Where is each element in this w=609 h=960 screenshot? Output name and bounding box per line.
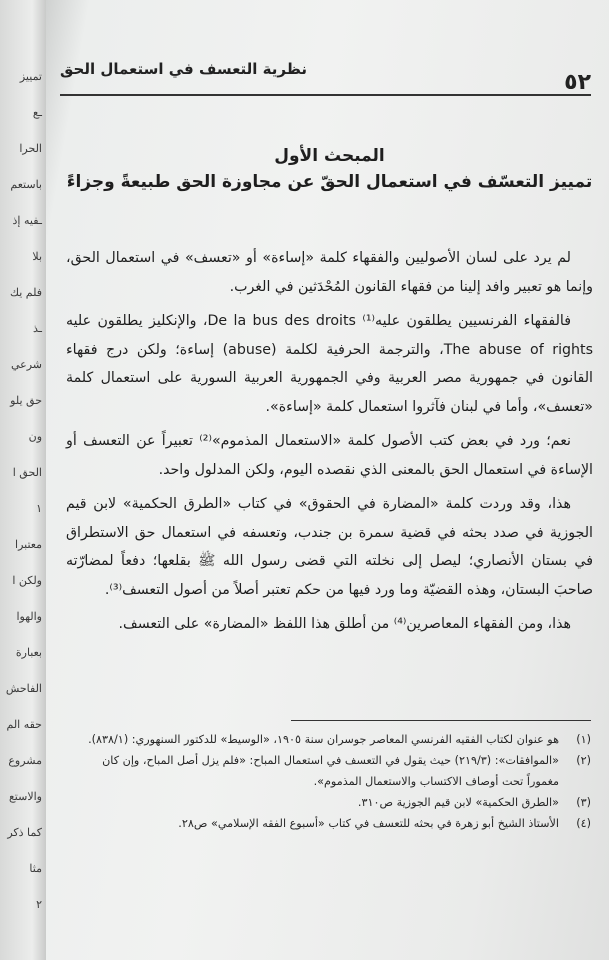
facing-page-fragment: بلا [32,250,42,263]
facing-page-fragment: ـذ [33,322,42,335]
footnote-text: الأستاذ الشيخ أبو زهرة في بحثه للتعسف في كتاب «أسبوع الفقه الإسلامي» ص٢٨. [178,817,559,830]
footnote-number: (٤) [576,817,591,830]
facing-page-edge [0,0,46,960]
paragraph-2: فالفقهاء الفرنسيين يطلقون عليه⁽¹⁾ De la bus des droits، والإنكليز يطلقون عليه The abuse of rights، والترجمة الحرفية لكلمة (abuse) إساءة؛ ولكن درج فقهاء القانون في جمهورية مصر العربية وفي الجمهورية العربية السورية على استعمال كلمة «تعسف»، وأما في لبنان فآثروا استعمال كلمة «إساءة». [66,313,593,415]
facing-page-fragment: ون [28,430,42,443]
facing-page-fragment: شرعي [10,358,42,371]
facing-page-fragment: حقه الم [6,718,42,731]
page-body [66,146,593,645]
facing-page-fragment: بعبارة [15,646,42,659]
footnote-number: (١) [576,733,591,746]
facing-page-fragment: الفاحش [5,682,42,695]
facing-page-fragment: تمييز [19,70,42,83]
facing-page-fragment: ١ [36,502,42,515]
facing-page-fragment: معتبرا [15,538,42,551]
paragraph-1: لم يرد على لسان الأصوليين والفقهاء كلمة «إساءة» أو «تعسف» في استعمال الحق، وإنما هو تعبير وافد إلينا من فقهاء القانون المُحْدَثين في الغرب. [66,250,593,295]
header-rule [60,94,591,96]
facing-page-fragment: مشروع [8,754,42,767]
running-title: نظرية التعسف في استعمال الحق [60,60,307,78]
footnote [68,729,591,750]
footnote [68,750,591,792]
facing-page-fragment: ٢ [36,898,42,911]
footnote [68,792,591,813]
facing-page-fragment: حق يلو [10,394,42,407]
facing-page-fragment: الحق ا [12,466,42,479]
facing-page-fragment: مثا [29,862,42,875]
facing-page-fragment: والهوا [16,610,42,623]
facing-page-fragment: كما ذكر [7,826,42,839]
paragraph-3: نعم؛ ورد في بعض كتب الأصول كلمة «الاستعمال المذموم»⁽²⁾ تعبيراً عن التعسف أو الإساءة في استعمال الحق بالمعنى الذي نقصده اليوم، ولكن المدلول واحد. [66,433,593,478]
facing-page-fragment: ـع [32,106,42,119]
footnote-text: هو عنوان لكتاب الفقيه الفرنسي المعاصر جوسران سنة ١٩٠٥، «الوسيط» للدكتور السنهوري: (٨٣٨/١). [88,733,559,746]
footnote-text: «الموافقات»: (٢١٩/٣) حيث يقول في التعسف في استعمال المباح: «فلم يزل أصل المباح، وإن كان مغموراً تحت أوصاف الاكتساب والاستعمال المذموم». [102,754,559,788]
facing-page-fragment: ـفيه إذ [12,214,42,227]
facing-page-fragment: الحرا [19,142,42,155]
footnote-text: «الطرق الحكمية» لابن قيم الجوزية ص٣١٠. [357,796,559,809]
book-page [46,0,609,960]
facing-page-fragment: والاستع [8,790,42,803]
chapter-title: تمييز التعسّف في استعمال الحقّ عن مجاوزة الحق طبيعةً وجزاءً [66,172,593,192]
footnote [68,813,591,834]
footnote-number: (٣) [576,796,591,809]
footnote-number: (٢) [576,754,591,767]
section-title: المبحث الأول [274,146,385,166]
paragraph-5: هذا، ومن الفقهاء المعاصرين⁽⁴⁾ من أطلق هذا اللفظ «المضارة» على التعسف. [118,616,571,632]
paragraph-4: هذا، وقد وردت كلمة «المضارة في الحقوق» في كتاب «الطرق الحكمية» لابن قيم الجوزية في صدد بحثه في قضية سمرة بن جندب، وتعسفه في استعمال حق الاستطراق في بستان الأنصاري؛ ليصل إلى نخلته التي قضى رسول الله ﷺ بقلعها؛ دفعاً لمضارّته صاحبَ البستان، وهذه القضيّة وما ورد فيها من حكم تعتبر أصلاً من أصول التعسف⁽³⁾. [66,496,593,598]
facing-page-fragment: باستعم [10,178,42,191]
facing-page-fragment: ولكن ا [12,574,42,587]
footnote-rule [291,720,591,721]
footnotes [68,720,591,834]
page-header [60,56,591,106]
page-number: ٥٢ [564,70,591,95]
facing-page-fragment: فلم يك [9,286,42,299]
